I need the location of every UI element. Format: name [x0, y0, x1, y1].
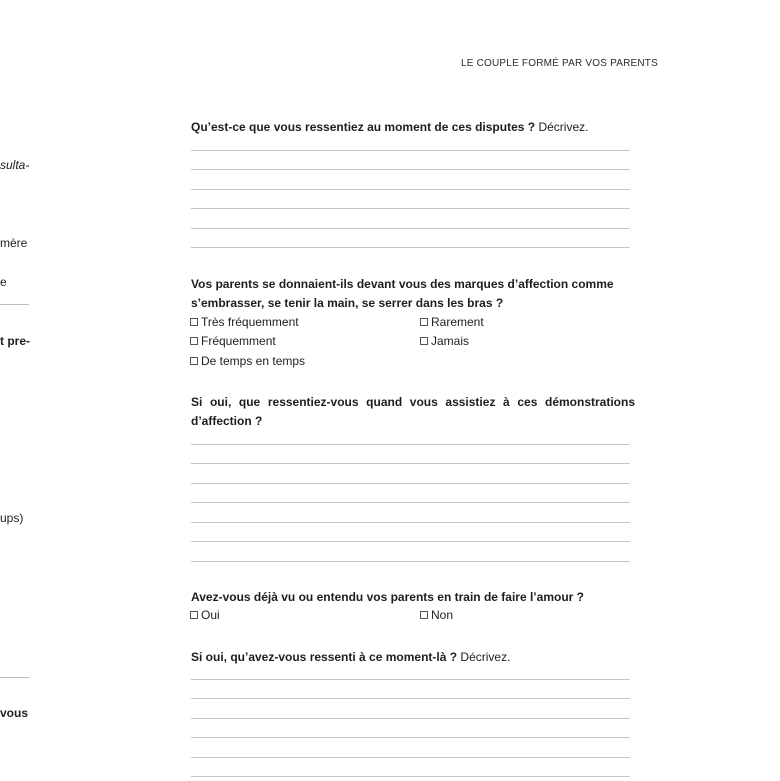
answer-line	[191, 228, 630, 229]
option-non[interactable]	[420, 608, 453, 622]
left-page-fragment: ups)	[0, 511, 24, 525]
option-de-temps-en-temps[interactable]	[190, 354, 305, 368]
option-oui[interactable]	[190, 608, 220, 622]
question-text-line1: Vos parents se donnaient-ils devant vous des marques d’affection comme	[191, 277, 614, 291]
question-feelings-then	[191, 648, 635, 667]
option-label: Jamais	[431, 334, 470, 348]
answer-line	[191, 502, 630, 503]
left-page-fragment: mère	[0, 236, 28, 250]
answer-lines-then[interactable]	[191, 679, 630, 781]
option-label: Oui	[201, 608, 220, 622]
answer-line	[191, 737, 630, 738]
running-header: LE COUPLE FORMÉ PAR VOS PARENTS	[461, 58, 658, 69]
answer-line	[191, 541, 630, 542]
option-label: Non	[431, 608, 454, 622]
option-frequemment[interactable]	[190, 334, 276, 348]
left-page-fragment: vous	[0, 706, 29, 720]
checkbox-icon[interactable]	[190, 357, 198, 365]
answer-line	[191, 208, 630, 209]
answer-lines-affection[interactable]	[191, 444, 630, 564]
checkbox-icon[interactable]	[420, 337, 428, 345]
answer-line	[191, 718, 630, 719]
option-label: Fréquemment	[201, 334, 276, 348]
checkbox-icon[interactable]	[420, 318, 428, 326]
left-page-divider	[0, 304, 29, 305]
answer-line	[191, 698, 630, 699]
left-page-fragment: sulta-	[0, 158, 30, 172]
answer-line	[191, 561, 630, 562]
answer-line	[191, 444, 630, 445]
question-hint: Décrivez.	[460, 650, 511, 664]
checkbox-icon[interactable]	[190, 337, 198, 345]
answer-line	[191, 483, 630, 484]
question-text: Qu’est-ce que vous ressentiez au moment de ces disputes ?	[191, 120, 536, 134]
answer-line	[191, 247, 630, 248]
checkbox-icon[interactable]	[190, 611, 198, 619]
option-label: De temps en temps	[201, 354, 306, 368]
answer-line	[191, 463, 630, 464]
option-label: Très fréquemment	[201, 315, 299, 329]
option-tres-frequemment[interactable]	[190, 315, 299, 329]
answer-line	[191, 169, 630, 170]
question-disputes-feelings	[191, 118, 635, 137]
question-affection-feelings: Si oui, que ressentiez-vous quand vous assistiez à ces démonstrations d’affection ?	[191, 395, 635, 428]
answer-lines-disputes[interactable]	[191, 150, 630, 250]
answer-line	[191, 150, 630, 151]
answer-line	[191, 522, 630, 523]
answer-line	[191, 757, 630, 758]
left-page-fragment: t pre-	[0, 334, 30, 348]
option-label: Rarement	[431, 315, 484, 329]
left-page-divider	[0, 677, 29, 678]
option-rarement[interactable]	[420, 315, 484, 329]
checkbox-icon[interactable]	[190, 318, 198, 326]
question-text: Si oui, qu’avez-vous ressenti à ce moment-là ?	[191, 650, 458, 664]
answer-line	[191, 776, 630, 777]
question-saw-parents: Avez-vous déjà vu ou entendu vos parents en train de faire l’amour ?	[191, 590, 584, 604]
question-affection-signs	[191, 275, 635, 313]
left-page-fragment: e	[0, 275, 7, 289]
question-hint: Décrivez.	[538, 120, 589, 134]
answer-line	[191, 189, 630, 190]
answer-line	[191, 679, 630, 680]
option-jamais[interactable]	[420, 334, 469, 348]
question-text-line2: s’embrasser, se tenir la main, se serrer dans les bras ?	[191, 296, 504, 310]
checkbox-icon[interactable]	[420, 611, 428, 619]
